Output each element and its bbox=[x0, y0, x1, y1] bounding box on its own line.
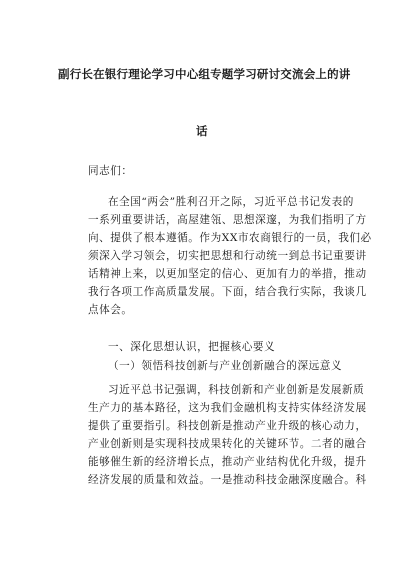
paragraph-line: 一系列重要讲话，高屋建瓴、思想深邃，为我们指明了方 bbox=[88, 214, 367, 226]
document-title-line2: 话 bbox=[196, 124, 208, 138]
paragraph-line: 生产力的基本路径，这为我们金融机构支持实体经济发展 bbox=[88, 402, 367, 414]
section-heading: 一、深化思想认识，把握核心要义 bbox=[108, 341, 276, 353]
paragraph-line: 向、提供了根本遵循。作为XX市农商银行的一员，我们必 bbox=[88, 232, 372, 244]
salutation: 同志们： bbox=[88, 165, 133, 177]
paragraph-line: 话精神上来，以更加坚定的信心、更加有力的举措，推动 bbox=[88, 268, 367, 280]
paragraph-line: 须深入学习领会，切实把思想和行动统一到总书记重要讲 bbox=[88, 250, 367, 262]
paragraph-line: 习近平总书记强调，科技创新和产业创新是发展新质 bbox=[108, 384, 365, 396]
subsection-heading: （一）领悟科技创新与产业创新融合的深远意义 bbox=[108, 360, 343, 372]
paragraph-line: 提供了重要指引。科技创新是推动产业升级的核心动力， bbox=[88, 420, 367, 432]
paragraph-line: 能够催生新的经济增长点，推动产业结构优化升级，提升 bbox=[88, 456, 367, 468]
paragraph-line: 在全国“两会”胜利召开之际，习近平总书记发表的 bbox=[108, 196, 354, 208]
paragraph-line: 我行各项工作高质量发展。下面，结合我行实际，我谈几 bbox=[88, 286, 367, 298]
paragraph-line: 点体会。 bbox=[88, 304, 133, 316]
paragraph-line: 经济发展的质量和效益。一是推动科技金融深度融合。科 bbox=[88, 474, 367, 486]
document-title-line1: 副行长在银行理论学习中心组专题学习研讨交流会上的讲 bbox=[58, 67, 351, 81]
paragraph-line: 产业创新则是实现科技成果转化的关键环节。二者的融合 bbox=[88, 438, 367, 450]
